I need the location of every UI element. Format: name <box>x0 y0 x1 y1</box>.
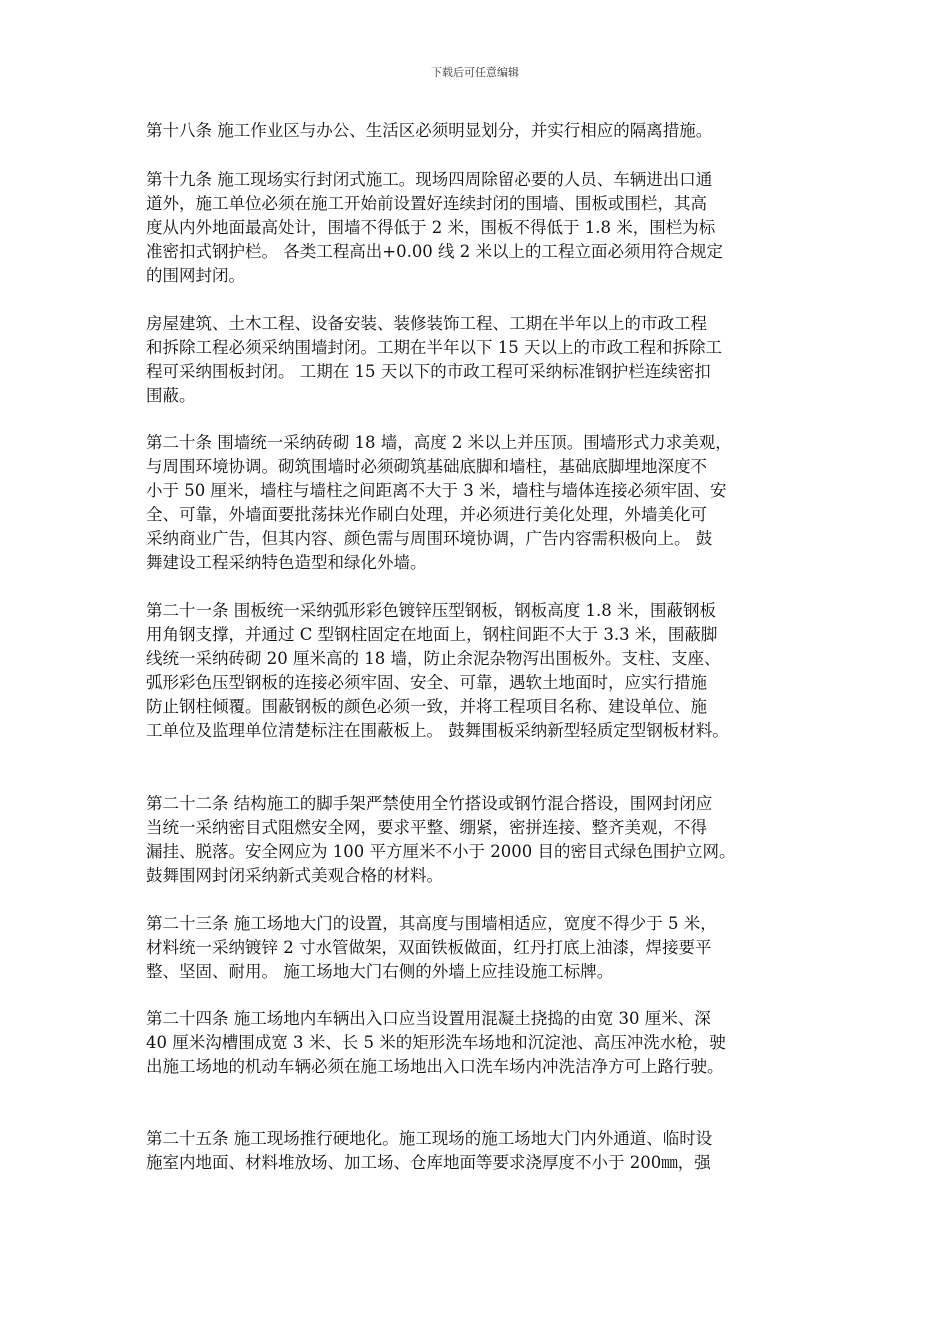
text-line: 的围网封闭。 <box>146 266 245 285</box>
paragraph-article-23 <box>146 912 818 984</box>
text-line: 第二十条 围墙统一采纳砖砌 18 墙，高度 2 米以上并压顶。围墙形式力求美观， <box>146 433 732 452</box>
text-line: 道外，施工单位必须在施工开始前设置好连续封闭的围墙、围板或围栏，其高 <box>146 194 707 213</box>
paragraph-article-19-continued <box>146 312 818 408</box>
paragraph-article-19 <box>146 168 818 288</box>
text-line: 材料统一采纳镀锌 2 寸水管做架，双面铁板做面，红丹打底上油漆，焊接要平 <box>146 938 712 957</box>
text-line: 第二十二条 结构施工的脚手架严禁使用全竹搭设或钢竹混合搭设，围网封闭应 <box>146 794 713 813</box>
document-body <box>146 119 818 1175</box>
paragraph-article-20 <box>146 431 818 575</box>
text-line: 房屋建筑、土木工程、设备安装、装修装饰工程、工期在半年以上的市政工程 <box>146 314 707 333</box>
paragraph-article-18 <box>146 119 818 143</box>
text-line: 第二十三条 施工场地大门的设置，其高度与围墙相适应，宽度不得少于 5 米， <box>146 914 717 933</box>
text-line: 整、坚固、耐用。 施工场地大门右侧的外墙上应挂设施工标牌。 <box>146 962 614 981</box>
text-line: 第十九条 施工现场实行封闭式施工。现场四周除留必要的人员、车辆进出口通 <box>146 170 713 189</box>
text-line: 度从内外地面最高处计，围墙不得低于 2 米，围板不得低于 1.8 米，围栏为标 <box>146 218 716 237</box>
page-header: 下载后可任意编辑 <box>431 66 519 79</box>
paragraph-article-22 <box>146 792 818 888</box>
text-line: 用角钢支撑，并通过 C 型钢柱固定在地面上，钢柱间距不大于 3.3 米，围蔽脚 <box>146 625 718 644</box>
text-line: 小于 50 厘米，墙柱与墙柱之间距离不大于 3 米，墙柱与墙体连接必须牢固、安 <box>146 481 727 500</box>
text-line: 围蔽。 <box>146 386 196 405</box>
paragraph-article-25 <box>146 1127 818 1175</box>
text-line: 第二十一条 围板统一采纳弧形彩色镀锌压型钢板，钢板高度 1.8 米，围蔽钢板 <box>146 601 716 620</box>
text-line: 第二十五条 施工现场推行硬地化。施工现场的施工场地大门内外通道、临时设 <box>146 1129 713 1148</box>
text-line: 弧形彩色压型钢板的连接必须牢固、安全、可靠，遇软土地面时，应实行措施 <box>146 673 707 692</box>
text-line: 与周围环境协调。砌筑围墙时必须砌筑基础底脚和墙柱，基础底脚埋地深度不 <box>146 457 707 476</box>
text-line: 当统一采纳密目式阻燃安全网，要求平整、绷紧，密拼连接、整齐美观，不得 <box>146 818 707 837</box>
text-line: 线统一采纳砖砌 20 厘米高的 18 墙，防止余泥杂物泻出围板外。支柱、支座、 <box>146 649 721 668</box>
paragraph-article-21 <box>146 599 818 743</box>
text-line: 第二十四条 施工场地内车辆出入口应当设置用混凝土挠捣的由宽 30 厘米、深 <box>146 1009 711 1028</box>
text-line: 准密扣式钢护栏。 各类工程高出+0.00 线 2 米以上的工程立面必须用符合规定 <box>146 242 724 261</box>
paragraph-article-24 <box>146 1007 818 1079</box>
text-line: 施室内地面、材料堆放场、加工场、仓库地面等要求浇厚度不小于 200㎜，强 <box>146 1153 711 1172</box>
text-line: 鼓舞围网封闭采纳新式美观合格的材料。 <box>146 866 443 885</box>
text-line: 第十八条 施工作业区与办公、生活区必须明显划分，并实行相应的隔离措施。 <box>146 121 713 140</box>
text-line: 40 厘米沟槽围成宽 3 米、长 5 米的矩形洗车场地和沉淀池、高压冲洗水枪，驶 <box>146 1033 726 1052</box>
text-line: 出施工场地的机动车辆必须在施工场地出入口洗车场内冲洗洁净方可上路行驶。 <box>146 1057 724 1076</box>
text-line: 采纳商业广告，但其内容、颜色需与周围环境协调，广告内容需积极向上。 鼓 <box>146 529 713 548</box>
text-line: 防止钢柱倾覆。围蔽钢板的颜色必须一致，并将工程项目名称、建设单位、施 <box>146 697 707 716</box>
text-line: 漏挂、脱落。安全网应为 100 平方厘米不小于 2000 目的密目式绿色围护立网。 <box>146 842 736 861</box>
text-line: 和拆除工程必须采纳围墙封闭。工期在半年以下 15 天以上的市政工程和拆除工 <box>146 338 722 357</box>
text-line: 全、可靠，外墙面要批荡抹光作刷白处理，并必须进行美化处理，外墙美化可 <box>146 505 707 524</box>
text-line: 工单位及监理单位清楚标注在围蔽板上。 鼓舞围板采纳新型轻质定型钢板材料。 <box>146 721 729 740</box>
text-line: 程可采纳围板封闭。 工期在 15 天以下的市政工程可采纳标准钢护栏连续密扣 <box>146 362 711 381</box>
text-line: 舞建设工程采纳特色造型和绿化外墙。 <box>146 553 427 572</box>
